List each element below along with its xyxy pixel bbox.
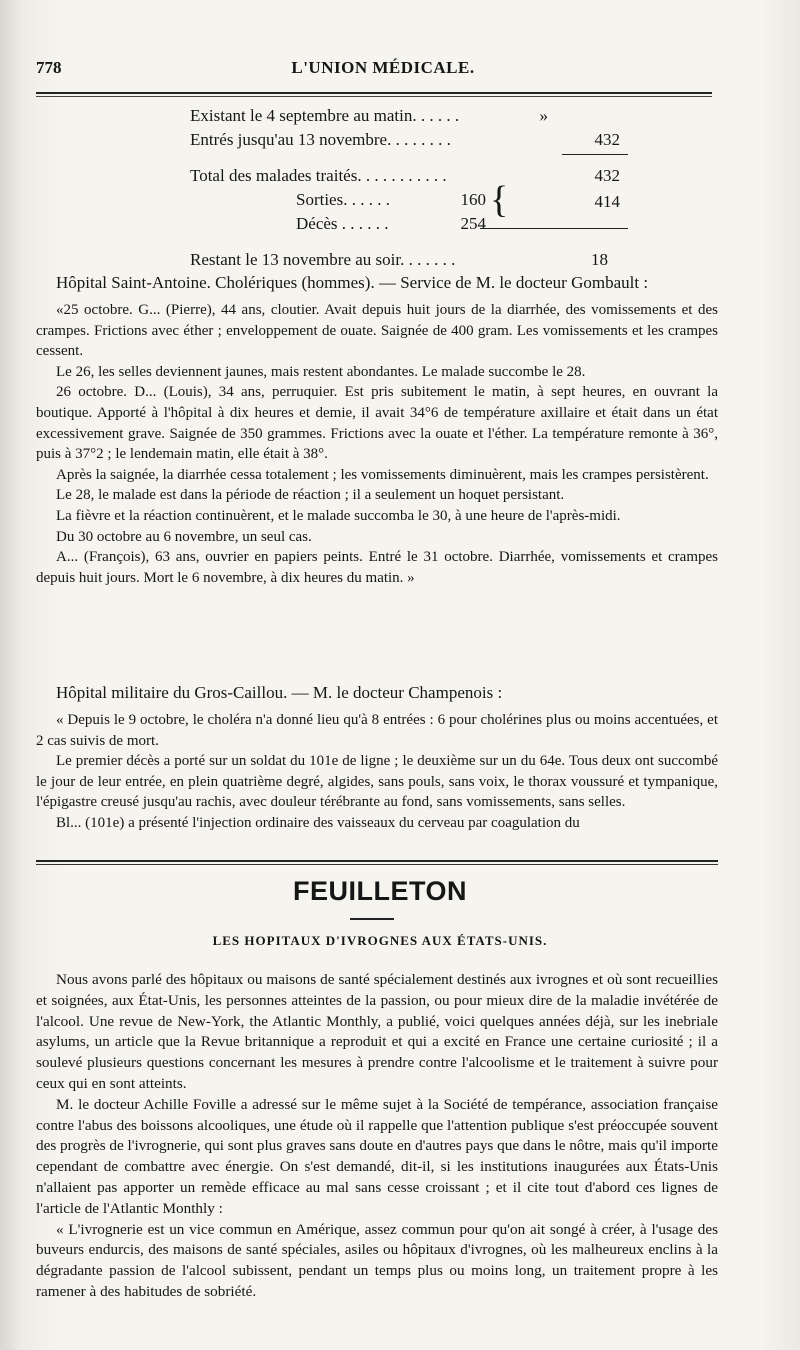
stat-value: » (539, 106, 548, 125)
paragraph: Le premier décès a porté sur un soldat du 101e de ligne ; le deuxième sur un du 64e. Tous deux ont succombé le jour de leur entrée, en plein quatrième degré, algides, sans pouls, sans voix, le thorax voussuré et tympanique, l'épigastre creusé jusqu'au rachis, avec douleur térébrante au fond, sans vomissements, sans selles. (36, 753, 718, 811)
brace-symbol: { (490, 179, 509, 221)
stat-row-existant (190, 104, 620, 128)
paragraph: Nous avons parlé des hôpitaux ou maisons de santé spécialement destinés aux ivrognes et où sont recueillies et soignées, aux État-Unis, les personnes atteintes de la passion, ou pour mieux dire de la maladie invétérée de l'alcool. Une revue de New-York, the Atlantic Monthly, a publié, voici quelques années déjà, sur les inebriale asylums, un article que la Revue britannique a reproduit et qui a excité en France une certaine curiosité ; il a soulevé plusieurs questions concernant les mesures à prendre contre l'alcoolisme et le traitement à suivre pour ceux qui en sont atteints. (36, 971, 718, 1092)
section-heading: Hôpital Saint-Antoine. Cholériques (hommes). — Service de M. le docteur Gombault : (56, 273, 649, 292)
stat-label: Décès . . . . . . (296, 214, 389, 233)
stat-value: 160 (460, 190, 486, 209)
paragraph: M. le docteur Achille Foville a adressé sur le même sujet à la Société de tempérance, association française contre l'abus des boissons alcooliques, une étude où il rappelle que l'attention publique s'est préoccupée souvent des progrès de l'ivrognerie, qui sont plus graves sans doute en d'autres pays que dans le nôtre, mais qu'il importe cependant de combattre avec énergie. On s'est demandé, dit-il, si les institutions inaugurées aux États-Unis n'allaient pas apporter un remède efficace au mal sans cesse croissant ; et il cite tout d'abord ces lignes de l'article de l'Atlantic Monthly : (36, 1095, 718, 1217)
paragraph: «25 octobre. G... (Pierre), 44 ans, cloutier. Avait depuis huit jours de la diarrhée, des vomissements et des crampes. Frictions avec éther ; enveloppement de ouate. Saignée de 400 gram. Les vomissements et les crampes cessent. (36, 302, 718, 360)
stat-value: 18 (591, 250, 608, 269)
section-gros-caillou (36, 682, 718, 834)
stat-value: 432 (594, 130, 620, 149)
paragraph: Après la saignée, la diarrhée cessa totalement ; les vomissements diminuèrent, mais les crampes persistèrent. (56, 466, 709, 483)
feuilleton-body (36, 970, 718, 1303)
feuilleton-subtitle: LES HOPITAUX D'IVROGNES AUX ÉTATS-UNIS. (212, 933, 548, 948)
page-number: 778 (36, 58, 62, 77)
paragraph: 26 octobre. D... (Louis), 34 ans, perruquier. Est pris subitement le matin, à sept heures, en ouvrant la boutique. Apporté à l'hôpital à dix heures et demie, il avait 34°6 de température axillaire et était dans un état excessivement grave. Saignée de 350 grammes. Frictions avec la ouate et l'éther. La température remonte à 36°, puis à 37°2 ; le lendemain matin, elle était à 38°. (36, 384, 718, 463)
paragraph: La fièvre et la réaction continuèrent, et le malade succomba le 30, à une heure de l'après-midi. (56, 507, 621, 524)
stat-label: Entrés jusqu'au 13 novembre. . . . . . . . (190, 130, 451, 149)
stat-row-deces (190, 212, 620, 236)
stat-label: Sorties. . . . . . (296, 190, 390, 209)
stat-value: 254 (460, 214, 486, 233)
title-rule (350, 918, 394, 920)
journal-title: L'UNION MÉDICALE. (291, 58, 475, 77)
feuilleton-title: FEUILLETON (292, 876, 467, 906)
sum-rule (480, 228, 628, 229)
stat-subtotal: 414 (594, 192, 620, 211)
patient-statistics (190, 104, 620, 272)
paragraph: Du 30 octobre au 6 novembre, un seul cas. (56, 528, 312, 545)
paragraph: « Depuis le 9 octobre, le choléra n'a donné lieu qu'à 8 entrées : 6 pour cholérines plus ou moins accentuées, et 2 cas suivis de mort. (36, 712, 718, 749)
section-rule (36, 860, 718, 862)
page-header (36, 58, 730, 86)
stat-label: Total des malades traités. . . . . . . . . . . (190, 166, 447, 185)
paragraph: « L'ivrognerie est un vice commun en Amérique, assez commun pour qu'on ait songé à créer, à l'usage des buveurs endurcis, des maisons de santé spéciales, asiles ou hôpitaux d'ivrognes, où les malheureux enclins à la dégradante passion de l'alcool subissent, pendant un temps plus ou moins long, un traitement propre à les ramener à des habitudes de sobriété. (36, 1220, 718, 1300)
paragraph: A... (François), 63 ans, ouvrier en papiers peints. Entré le 31 octobre. Diarrhée, vomissements et crampes depuis huit jours. Mort le 6 novembre, à dix heures du matin. » (36, 549, 718, 586)
header-rule-thin (36, 96, 712, 97)
section-saint-antoine (36, 272, 718, 588)
paragraph: Bl... (101e) a présenté l'injection ordinaire des vaisseaux du cerveau par coagulation du (56, 814, 580, 831)
stat-row-restant (190, 248, 620, 272)
stat-label: Existant le 4 septembre au matin. . . . . . (190, 106, 460, 125)
paragraph: Le 26, les selles deviennent jaunes, mais restent abondantes. Le malade succombe le 28. (56, 363, 586, 380)
stat-row-total (190, 164, 620, 188)
stat-value: 432 (594, 166, 620, 185)
stat-row-sorties (190, 188, 620, 212)
header-rule (36, 92, 712, 94)
section-rule-thin (36, 864, 718, 865)
stat-label: Restant le 13 novembre au soir. . . . . . . (190, 250, 456, 269)
paragraph: Le 28, le malade est dans la période de réaction ; il a seulement un hoquet persistant. (56, 487, 565, 504)
stat-row-entres (190, 128, 620, 152)
sum-rule (562, 154, 628, 155)
section-heading: Hôpital militaire du Gros-Caillou. — M. le docteur Champenois : (56, 683, 503, 702)
